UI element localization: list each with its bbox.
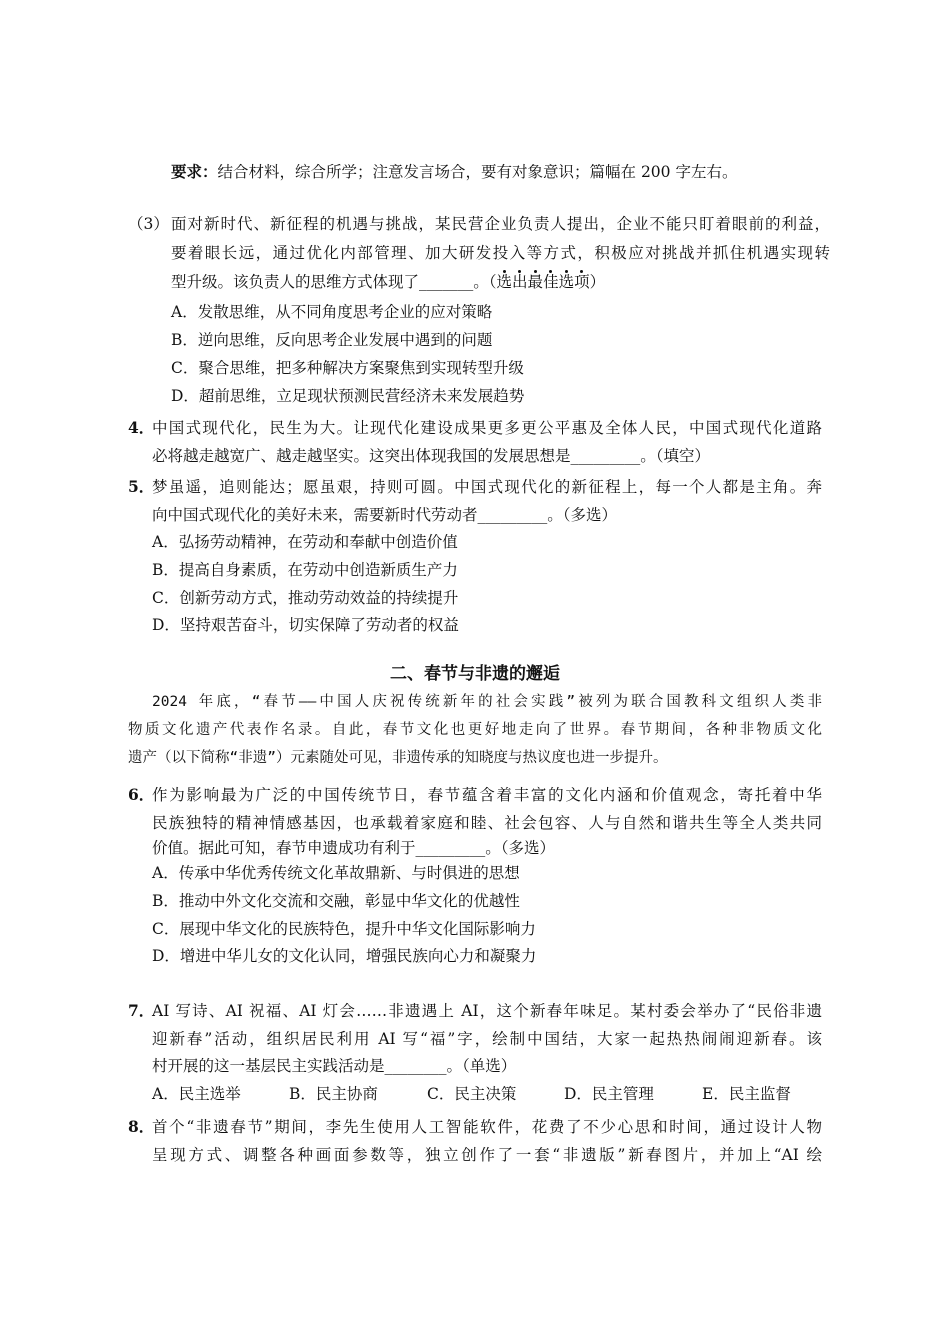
emphasis-char: 最: [527, 273, 544, 291]
question-text-line: 要着眼长远，通过优化内部管理、加大研发投入等方式，积极应对挑战并抓住机遇实现转: [171, 244, 830, 262]
intro-line: 物质文化遗产代表作名录。自此，春节文化也更好地走向了世界。春节期间，各种非物质文化: [128, 722, 822, 738]
question-text-line: 作为影响最为广泛的中国传统节日，春节蕴含着丰富的文化内涵和价值观念，寄托着中华: [152, 786, 822, 804]
question-number: 8．: [128, 1117, 155, 1136]
option-c: C．民主决策: [427, 1085, 517, 1103]
option-b: B．逆向思维，反向思考企业发展中遇到的问题: [171, 331, 493, 349]
question-text: ）: [589, 273, 606, 291]
question-text-line: 民族独特的精神情感基因，也承载着家庭和睦、社会包容、人与自然和谐共生等全人类共同: [152, 814, 822, 832]
question-text-line: 呈现方式、调整各种画面参数等，独立创作了一套“非遗版”新春图片，并加上“AI 绘: [152, 1146, 822, 1164]
option-d: D．超前思维，立足现状预测民营经济未来发展趋势: [171, 387, 525, 405]
question-text-line: 中国式现代化，民生为大。让现代化建设成果更多更公平惠及全体人民，中国式现代化道路: [152, 419, 822, 437]
option-e: E．民主监督: [702, 1085, 791, 1103]
intro-line: 遗产（以下简称“非遗”）元素随处可见，非遗传承的知晓度与热议度也进一步提升。: [128, 750, 668, 766]
question-text-line-emphasis: [171, 270, 605, 292]
question-text-line: 价值。据此可知，春节申遗成功有利于_________。（多选）: [152, 839, 556, 857]
question-text-line: AI 写诗、AI 祝福、AI 灯会……非遗遇上 AI，这个新春年味足。某村委会举办了“民俗非遗: [152, 1002, 822, 1020]
option-d: D．坚持艰苦奋斗，切实保障了劳动者的权益: [152, 616, 459, 634]
requirement-text: 结合材料，综合所学；注意发言场合，要有对象意识；篇幅在 200 字左右。: [217, 163, 738, 181]
option-c: C．展现中华文化的民族特色，提升中华文化国际影响力: [152, 920, 536, 938]
option-b: B．提高自身素质，在劳动中创造新质生产力: [152, 561, 458, 579]
question-text-line: 梦虽遥，追则能达；愿虽艰，持则可圆。中国式现代化的新征程上，每一个人都是主角。奔: [152, 478, 822, 496]
emphasis-char: 选: [496, 273, 513, 291]
emphasis-char: 出: [512, 273, 528, 291]
question-text-line: 面对新时代、新征程的机遇与挑战，某民营企业负责人提出，企业不能只盯着眼前的利益，: [171, 215, 830, 233]
option-a: A．传承中华优秀传统文化革故鼎新、与时俱进的思想: [152, 864, 520, 882]
question-text: 型升级。该负责人的思维方式体现了_______。（: [171, 273, 497, 291]
emphasis-char: 佳: [543, 273, 559, 291]
question-text-line: 首个“非遗春节”期间，李先生使用人工智能软件，花费了不少心思和时间，通过设计人物: [152, 1118, 822, 1136]
question-text-line: 向中国式现代化的美好未来，需要新时代劳动者_________。（多选）: [152, 506, 618, 524]
intro-line: 2024 年底，“春节——中国人庆祝传统新年的社会实践”被列为联合国教科文组织人类非: [152, 694, 822, 710]
question-number: 5．: [128, 477, 155, 496]
emphasis-char: 选: [558, 273, 575, 291]
requirement-label: 要求：: [171, 162, 218, 181]
option-c: C．聚合思维，把多种解决方案聚焦到实现转型升级: [171, 359, 524, 377]
option-d: D．民主管理: [564, 1085, 654, 1103]
option-d: D．增进中华儿女的文化认同，增强民族向心力和凝聚力: [152, 947, 537, 965]
question-number: 6．: [128, 785, 155, 804]
question-text-line: 必将越走越宽广、越走越坚实。这突出体现我国的发展思想是_________。（填空）: [152, 447, 711, 465]
option-c: C．创新劳动方式，推动劳动效益的持续提升: [152, 589, 459, 607]
question-text-line: 迎新春”活动，组织居民利用 AI 写“福”字，绘制中国结，大家一起热热闹闹迎新春。该: [152, 1030, 822, 1048]
option-b: B．推动中外文化交流和交融，彰显中华文化的优越性: [152, 892, 520, 910]
question-text-line: 村开展的这一基层民主实践活动是________。（单选）: [152, 1057, 517, 1075]
emphasis-char: 项: [574, 273, 590, 291]
question-number: 4．: [128, 418, 155, 437]
option-b: B．民主协商: [289, 1085, 378, 1103]
question-number: （3）: [128, 215, 169, 233]
section-title: 二、春节与非遗的邂逅: [390, 664, 560, 684]
requirement-line: [171, 160, 737, 182]
option-a: A．民主选举: [152, 1085, 241, 1103]
question-number: 7．: [128, 1001, 155, 1020]
option-a: A．弘扬劳动精神，在劳动和奉献中创造价值: [152, 533, 458, 551]
option-a: A．发散思维，从不同角度思考企业的应对策略: [171, 303, 493, 321]
